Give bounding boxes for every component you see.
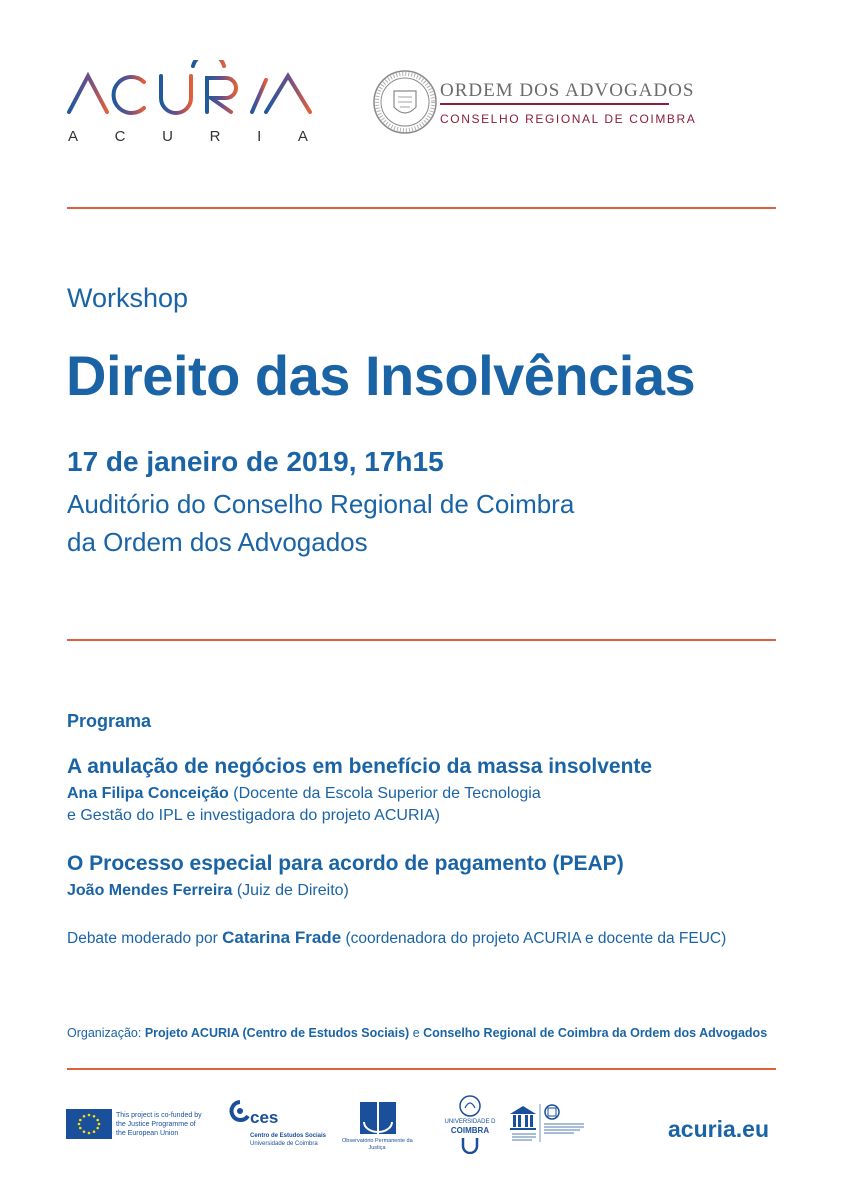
acuria-sub-letter: R [209,128,221,145]
program-heading: Programa [67,711,152,731]
debate-suffix: (coordenadora do projeto ACURIA e docente da FEUC) [341,930,727,947]
talk-2-role: (Juiz de Direito) [232,882,349,899]
uc-tower-icon [455,1136,485,1154]
organization-line [67,1026,767,1040]
ces-name: ces [250,1108,279,1127]
ordem-subtitle: CONSELHO REGIONAL DE COIMBRA [440,112,697,126]
ces-line2: Universidade de Coimbra [250,1141,318,1147]
debate-line [67,928,726,948]
event-title: Direito das Insolvências [66,344,696,407]
acuria-sub-letter: I [257,128,262,145]
ordem-seal-icon [372,67,438,137]
ces-logo [226,1100,327,1152]
org-connector: e [409,1026,424,1040]
acuria-subtitle [68,128,308,145]
event-date: 17 de janeiro de 2019, 17h15 [67,446,444,477]
talk-1-role-line2: e Gestão do IPL e investigadora do projeto ACURIA) [67,807,440,824]
event-venue-line1: Auditório do Conselho Regional de Coimbra [67,489,575,519]
uc-line2: COIMBRA [450,1126,490,1135]
debate-moderator: Catarina Frade [222,928,342,947]
talk-1-role: (Docente da Escola Superior de Tecnologia [228,785,541,802]
acuria-sub-letter: U [162,128,173,145]
opj-line1: Observatório Permanente da [342,1138,413,1144]
opj-mark-icon [358,1100,398,1136]
unesco-logo [508,1102,588,1144]
divider-middle [67,639,776,641]
ordem-title: ORDEM DOS ADVOGADOS [440,80,695,101]
website-link[interactable]: acuria.eu [668,1116,769,1142]
acuria-sub-letter: A [68,128,79,145]
org-label: Organização: [67,1026,145,1040]
eu-cofunding-text: This project is co-funded by the Justice Programme of the European Union [116,1112,202,1137]
uc-crest-icon [455,1094,485,1118]
talk-1-speaker-line1 [67,783,541,805]
talk-2-speaker: João Mendes Ferreira [67,882,233,899]
opj-line2: Justiça [368,1145,386,1151]
ordem-divider [440,103,669,105]
eu-flag-icon [66,1109,112,1139]
talk-2-speaker-line [67,880,349,902]
org-2: Conselho Regional de Coimbra da Ordem dos Advogados [423,1026,768,1040]
talk-1-title: A anulação de negócios em benefício da massa insolvente [67,755,653,778]
opj-logo [342,1100,412,1152]
uc-line1: UNIVERSIDADE D [444,1119,496,1125]
acuria-sub-letter: A [297,128,308,145]
acuria-sub-letter: C [114,128,126,145]
event-kind: Workshop [67,283,189,313]
ces-mark-icon [228,1100,252,1128]
debate-prefix: Debate moderado por [67,930,223,947]
uc-logo [444,1094,496,1154]
divider-bottom [67,1068,776,1070]
talk-1-speaker: Ana Filipa Conceição [67,785,229,802]
org-1: Projeto ACURIA (Centro de Estudos Sociais) [144,1026,410,1040]
talk-2-title: O Processo especial para acordo de pagamento (PEAP) [67,852,624,875]
ces-line1: Centro de Estudos Sociais [250,1133,327,1139]
divider-top [67,207,776,209]
event-venue-line2: da Ordem dos Advogados [67,527,368,557]
